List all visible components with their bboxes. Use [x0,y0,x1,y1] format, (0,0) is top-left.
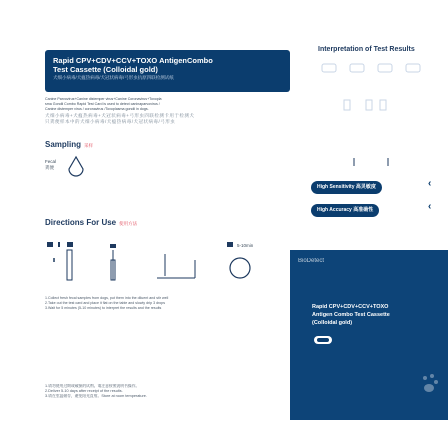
description-line: sma Gondii Combo Rapid Test Card is used to detect caninaparvovirus / [45,102,160,107]
sampling-heading [45,140,93,149]
directions-title: Directions For Use [45,218,117,227]
box-title-line2: Antigen Combo Test Cassette [312,312,390,318]
footnote-line: 3.请在室温储存，避免阳光直射。Store at room temperature. [45,394,147,398]
feces-label-en: Fecal [45,159,57,164]
product-box-photo [290,250,448,420]
direction-line: 3.Wait for 5 minutes (5-10 minutes) to interpret the results and the results [45,306,162,310]
sampling-sub: 采样 [84,143,94,148]
timer-icon [227,242,233,247]
description-line: Canine Parvovirus+Canine distemper virus+Canine Coronavirus+Toxopla [45,97,162,101]
chevron-left-icon: ‹ [428,178,432,189]
footnote-line: 1.请勿使用过期或破损的试剂。请注意按照说明书操作。 [45,384,140,388]
directions-sub: 使用方法 [119,221,138,226]
description-cn-line: 犬细小病毒+犬瘟热病毒+犬冠状病毒+弓形虫四联检测卡用于检测犬 [45,112,195,118]
step1-tube-icon [67,250,72,280]
strip-3 [378,64,392,72]
product-title-line1: Rapid CPV+CDV+CCV+TOXO AntigenCombo [53,56,213,65]
direction-line: 1.Collect fresh fecal samples from dogs, put them into the diluent and stir well [45,296,169,300]
description-cn-line: 只粪便样本中的犬细小病毒/犬瘟热病毒/犬冠状病毒/弓形虫 [45,118,176,124]
box-brand: BioDetect [298,258,325,264]
feces-label-cn: 粪便 [45,165,54,170]
paw-print-icon [420,372,440,412]
product-title-chinese: 犬细小病毒/犬瘟热病毒/犬冠状病毒/弓形虫抗原四联检测试纸 [53,75,174,80]
product-description [45,97,295,125]
directions-heading [45,218,137,227]
timer-label: 5-10min [237,243,254,248]
strip-2 [350,64,364,72]
feces-label [45,159,56,171]
interpretation-title: Interpretation of Test Results [318,46,415,53]
box-title-line3: (Colloidal gold) [312,320,353,326]
strip-window [344,100,350,110]
cassette-pill-icon [314,336,332,344]
sampling-row [45,155,125,195]
directions-text [45,296,295,311]
description-line: Canine distemper virus / coronavirus /Toxoplasma gondii in dogs. [45,107,149,112]
result-strip-illustrations [320,62,448,192]
footnote-line: 2.Deliver 5-10 days after receipt of the results. [45,389,123,393]
high-sensitivity-badge: High Sensitivity 高灵敏度 [311,181,382,194]
result-strips [320,62,448,192]
product-title-banner [45,50,290,92]
footnotes [45,384,245,399]
sample-drop-icon [65,155,87,177]
high-accuracy-badge: High Accuracy 高准确性 [311,204,379,217]
sampling-title: Sampling [45,140,82,149]
box-title-line1: Rapid CPV+CDV+CCV+TOXO [312,304,389,310]
step1-cap-icon [47,242,53,247]
direction-line: 2.Take out the test card and place it flat on the table and slowly drip 3 drops [45,301,166,305]
chevron-left-icon: ‹ [428,201,432,212]
strip-1 [322,64,336,72]
step2-dropper-icon [110,244,116,248]
product-title-line2: Test Cassette (Colloidal gold) [53,65,158,74]
directions-steps [45,240,285,290]
strip-4 [406,64,420,72]
clock-icon [230,258,250,278]
